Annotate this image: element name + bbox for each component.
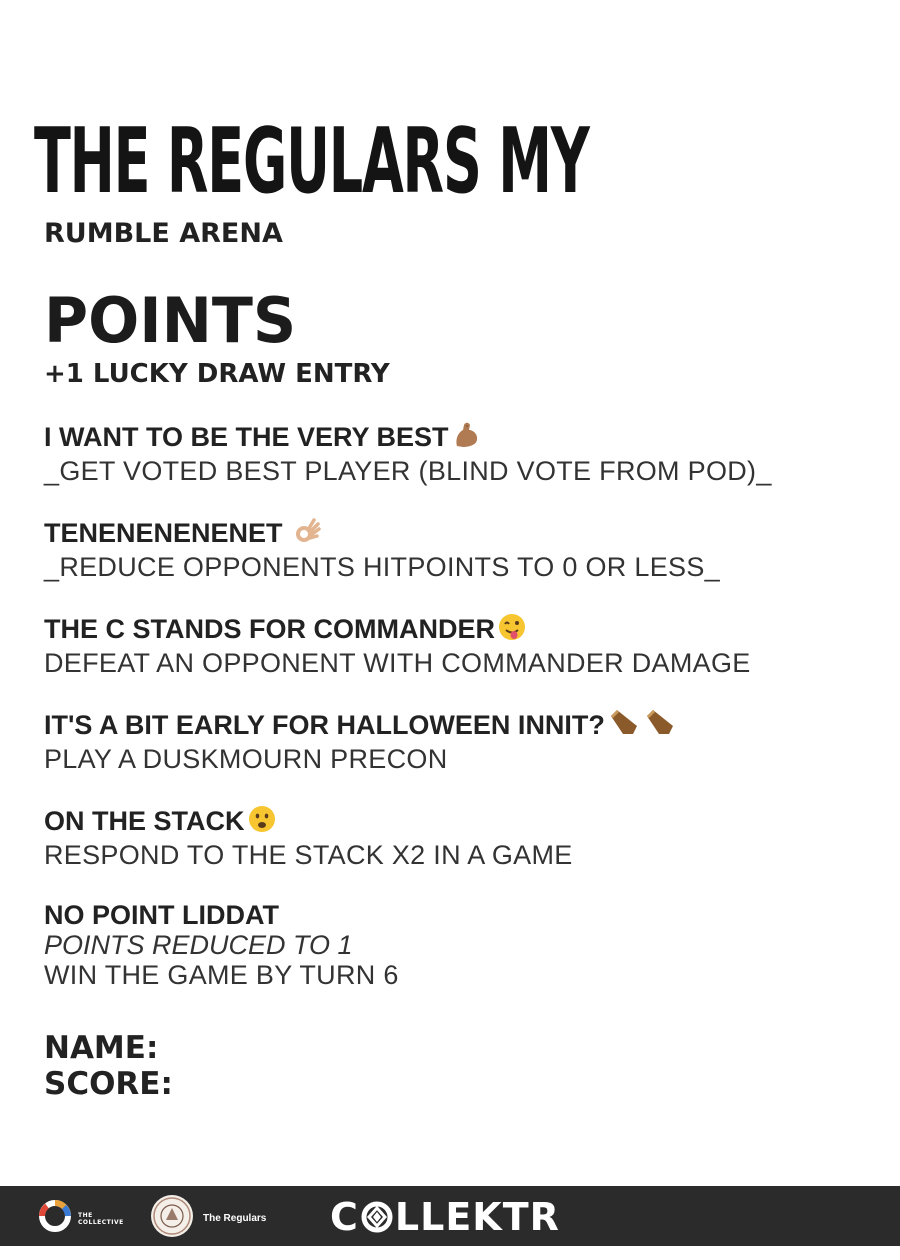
challenge-note: POINTS REDUCED TO 1 <box>44 930 353 960</box>
collective-wordmark: THE COLLECTIVE <box>78 1211 124 1226</box>
challenge-list <box>44 420 884 1020</box>
challenge-item <box>44 420 884 486</box>
challenge-item <box>44 516 884 582</box>
regulars-logo <box>150 1194 266 1243</box>
challenge-description: PLAY A DUSKMOURN PRECON <box>44 744 448 774</box>
challenge-description: DEFEAT AN OPPONENT WITH COMMANDER DAMAGE <box>44 648 751 678</box>
challenge-title: THE C STANDS FOR COMMANDER <box>44 614 495 644</box>
challenge-description: _REDUCE OPPONENTS HITPOINTS TO 0 OR LESS_ <box>44 552 720 582</box>
collektr-logo: C LLEKTR <box>330 1195 560 1239</box>
frowning-face-icon <box>247 804 277 840</box>
name-label: NAME: <box>44 1030 159 1066</box>
challenge-title-line <box>44 516 884 552</box>
flexed-biceps-icon <box>451 420 481 456</box>
challenge-item <box>44 612 884 678</box>
regulars-seal-icon <box>150 1194 194 1243</box>
challenge-item <box>44 804 884 870</box>
page-title: THE REGULARS MY <box>34 109 589 214</box>
challenge-description: _GET VOTED BEST PLAYER (BLIND VOTE FROM POD)_ <box>44 456 772 486</box>
regulars-label: The Regulars <box>203 1213 267 1224</box>
collective-logo <box>38 1199 124 1238</box>
challenge-title: ON THE STACK <box>44 806 245 836</box>
winking-tongue-face-icon <box>497 612 527 648</box>
challenge-item <box>44 900 884 990</box>
challenge-title: TENENENENENET <box>44 518 291 548</box>
challenge-title-line <box>44 804 884 840</box>
bottom-margin <box>0 1246 900 1260</box>
challenge-title: NO POINT LIDDAT <box>44 900 279 930</box>
challenge-description: WIN THE GAME BY TURN 6 <box>44 960 399 990</box>
challenge-title-line <box>44 708 884 744</box>
points-heading: POINTS <box>44 284 297 357</box>
coffin-icon <box>643 708 677 744</box>
coffin-icon <box>607 708 641 744</box>
footer-bar <box>0 1186 900 1246</box>
challenge-description: RESPOND TO THE STACK X2 IN A GAME <box>44 840 573 870</box>
challenge-title: IT'S A BIT EARLY FOR HALLOWEEN INNIT? <box>44 710 605 740</box>
challenge-title-line <box>44 420 884 456</box>
lucky-draw-line: +1 LUCKY DRAW ENTRY <box>44 359 390 389</box>
challenge-title: I WANT TO BE THE VERY BEST <box>44 422 449 452</box>
score-form <box>44 1030 173 1102</box>
challenge-title-line <box>44 612 884 648</box>
page-subtitle: RUMBLE ARENA <box>44 218 283 249</box>
challenge-item <box>44 708 884 774</box>
score-label: SCORE: <box>44 1066 173 1102</box>
collective-ring-icon <box>38 1199 72 1238</box>
collektr-o-icon <box>360 1200 394 1234</box>
ok-hand-icon <box>292 516 322 552</box>
